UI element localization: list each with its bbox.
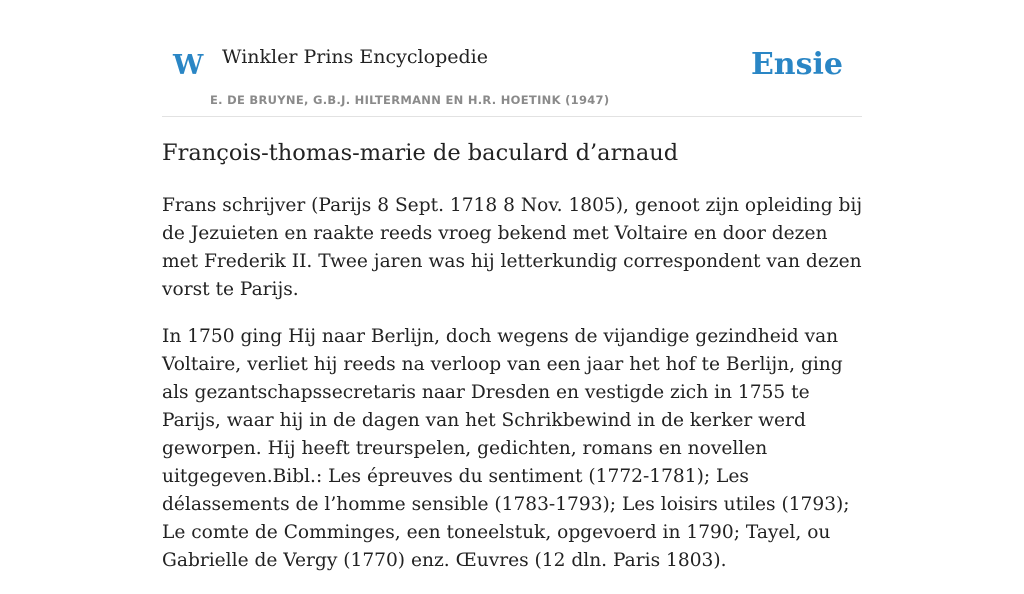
source-header <box>162 0 862 117</box>
source-title[interactable]: Winkler Prins Encyclopedie <box>222 46 488 68</box>
article-body <box>162 192 867 594</box>
article-paragraph: Frans schrijver (Parijs 8 Sept. 1718 8 Nov. 1805), genoot zijn opleiding bij de Jezuieten en raakte reeds vroeg bekend met Voltaire en door dezen met Frederik II. Twee jaren was hij letterkundig correspondent van dezen vorst te Parijs. <box>162 195 863 300</box>
winkler-prins-logo[interactable]: W <box>173 50 204 81</box>
article-paragraph: In 1750 ging Hij naar Berlijn, doch wegens de vijandige gezindheid van Voltaire, verliet hij reeds na verloop van een jaar het hof te Berlijn, ging als gezantschapssecretaris naar Dresden en vestigde zich in 1755 te Parijs, waar hij in de dagen van het Schrikbewind in de kerker werd geworpen. Hij heeft treurspelen, gedichten, romans en novellen uitgegeven.Bibl.: Les épreuves du sentiment (1772-1781); Les délassements de l’homme sensible (1783-1793); Les loisirs utiles (1793); Le comte de Comminges, een toneelstuk, opgevoerd in 1790; Tayel, ou Gabrielle de Vergy (1770) enz. Œuvres (12 dln. Paris 1803). <box>162 326 850 571</box>
ensie-brand-logo[interactable]: Ensie <box>750 47 843 82</box>
source-authors: E. DE BRUYNE, G.B.J. HILTERMANN EN H.R. HOETINK (1947) <box>210 93 610 107</box>
article-title: François-thomas-marie de baculard d’arnaud <box>162 140 679 166</box>
